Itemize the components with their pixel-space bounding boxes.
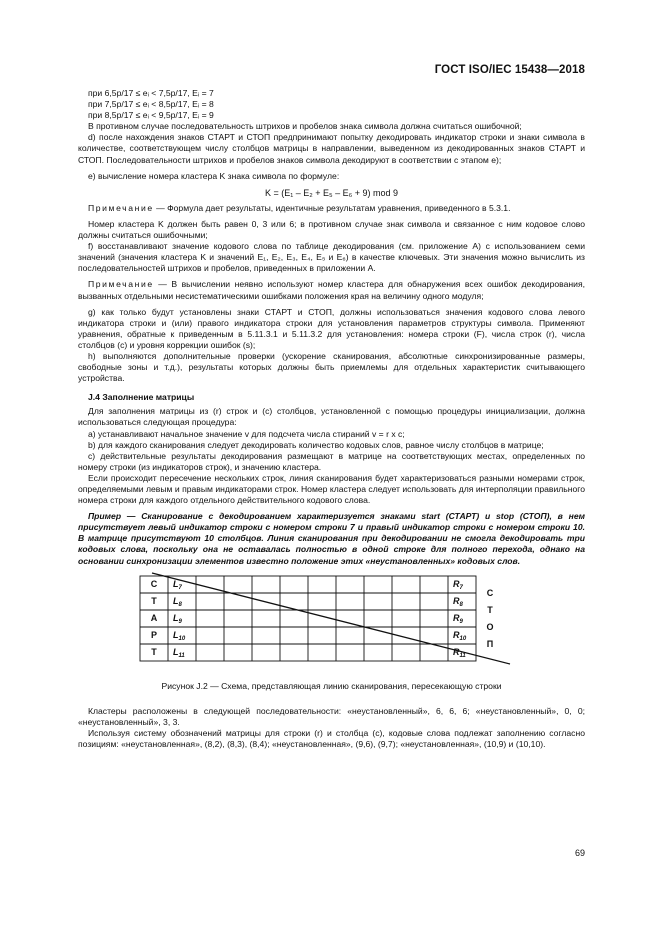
left-row-indicator: $L_8$: [173, 595, 182, 608]
right-row-indicator: $R_{10}$: [453, 629, 467, 642]
paragraph-step-a: a) устанавливают начальное значение v для подсчета числа стираний v = r x c;: [88, 428, 405, 439]
start-letter: С: [150, 578, 158, 589]
page-number: 69: [574, 848, 585, 858]
standard-designation: ГОСТ ISO/IEC 15438—2018: [434, 64, 585, 76]
note-2: [78, 279, 585, 301]
right-row-indicators: [453, 579, 467, 659]
cluster-formula: K = (E₁ – E₂ + E₅ – E₆ + 9) mod 9: [264, 187, 399, 198]
section-heading: J.4 Заполнение матрицы: [88, 392, 195, 403]
paragraph: Используя систему обозначений матрицы для строки (r) и столбца (c), кодовые слова подлежат заполнению согласно позициям: «неустановленная», (8,2), (8,3), (8,4); «неустановленная», (9,6), (9,7); «неустановленная», (10,9) и (10,10).: [78, 727, 585, 750]
paragraph-step-g: g) как только будут установлены знаки СТАРТ и СТОП, должны использоваться значения кодового слова левого индикатора строки и (или) правого индикатора строки для установления параметров структуры символа. Применяют уравнения, обратные к приведенным в 5.11.3.1 и 5.11.3.2 для установления: номера строки (F), числа строк (r), числа столбцов (c) и уровня коррекции ошибок (s);: [78, 306, 585, 350]
paragraph-step-f: f) восстанавливают значение кодового слова по таблице декодирования (см. приложение А) с использованием семи значений (значения кластера K и значений E₁, E₂, E₃, E₄, E₅ и E₆) в качестве ключевых. Эти значения можно вычислить из последовательностей штрихов и пробелов, приведенных в приложении А.: [78, 241, 585, 274]
note-label: Примечание: [88, 279, 154, 290]
condition-line-1: при 6,5p/17 ≤ eᵢ < 7,5p/17, Eᵢ = 7: [88, 88, 214, 98]
paragraph-step-e: е) вычисление номера кластера K знака символа по формуле:: [88, 170, 340, 181]
main-content: [78, 88, 585, 750]
right-row-indicator: $R_7$: [453, 578, 463, 591]
matrix-grid: [140, 576, 476, 661]
right-row-indicator: $R_9$: [453, 612, 463, 625]
note-1: [78, 203, 585, 214]
paragraph: В противном случае последовательность штрихов и пробелов знака символа должна считаться ошибочной;: [88, 121, 522, 132]
example-paragraph: Пример — Сканирование с декодированием характеризуется знаками start (СТАРТ) и stop (СТОП), в нем присутствует левый индикатор строки с номером строки 7 и правый индикатор строки с номером строки 10. В матрице присутствуют 10 столбцов. Линия сканирования при декодировании не смогла декодировать три кодовых слова, поскольку она не оставалась полностью в одной строке для полного перехода, однако на основании синхронизации элементов известно положение этих «неустановленных» кодовых слов.: [78, 511, 585, 566]
start-letter: Т: [151, 595, 157, 606]
left-row-indicator: $L_9$: [173, 612, 182, 625]
start-letter: А: [150, 612, 158, 623]
scan-matrix-diagram: [78, 571, 585, 671]
left-row-indicator: $L_7$: [173, 578, 182, 591]
paragraph: Номер кластера K должен быть равен 0, 3 или 6; в противном случае знак символа и связанное с ним кодовое слово должны считаться ошибочными;: [78, 218, 585, 241]
figure-caption: Рисунок J.2 — Схема, представляющая линию сканирования, пересекающую строки: [161, 680, 502, 691]
scan-matrix-figure: [78, 571, 585, 671]
right-row-indicator: $R_{11}$: [453, 646, 466, 659]
note-text: — В вычислении неявно используют номер кластера для обнаружения всех ошибок декодирования, вызванных отдельными несистематическими ошибками положения края на величину одного модуля;: [78, 279, 585, 301]
left-row-indicator: $L_{11}$: [173, 646, 185, 659]
note-label: Примечание: [88, 202, 154, 213]
stop-letter: С: [486, 587, 494, 598]
paragraph-step-d: d) после нахождения знаков СТАРТ и СТОП предпринимают попытку декодировать индикатор строки и знаки символа в количестве, соответствующем числу столбцов матрицы в направлении, выведенном из декодированных знаков СТАРТ и СТОП. Последовательности штрихов и пробелов знаков символа декодируют в соответствии с этапом е);: [78, 132, 585, 165]
paragraph: Кластеры расположены в следующей последовательности: «неустановленный», 6, 6, 6; «неустановленный», 0, 0; «неустановленный», 3, 3.: [78, 705, 585, 727]
start-letter: Р: [150, 629, 158, 640]
stop-letter: Т: [487, 604, 493, 615]
stop-pattern-labels: [486, 588, 493, 649]
left-row-indicator: $L_{10}$: [173, 629, 186, 642]
paragraph-step-b: b) для каждого сканирования следует декодировать количество кодовых слов, равное числу столбцов в матрице;: [88, 439, 544, 450]
condition-line-2: при 7,5p/17 ≤ eᵢ < 8,5p/17, Eᵢ = 8: [88, 99, 214, 110]
paragraph-step-c: c) действительные результаты декодирования размещают в матрице на соответствующих местах, определенных по номеру строки (из индикаторов строк), и значению кластера.: [78, 450, 585, 472]
condition-line-3: при 8,5p/17 ≤ eᵢ < 9,5p/17, Eᵢ = 9: [88, 110, 214, 121]
start-letter: Т: [151, 646, 157, 657]
stop-letter: О: [486, 621, 494, 632]
right-row-indicator: $R_8$: [453, 595, 463, 608]
left-row-indicators: [173, 579, 186, 659]
note-text: — Формула дает результаты, идентичные результатам уравнения, приведенного в 5.3.1.: [153, 202, 511, 213]
paragraph: Если происходит пересечение нескольких строк, линия сканирования будет характеризоваться разными номерами строк, определяемыми левым и правым индикаторами строк. Номер кластера следует использовать для интерполяции правильного номера строки для каждого отдельного действительного кодового слова.: [78, 472, 585, 506]
paragraph-step-h: h) выполняются дополнительные проверки (ускорение сканирования, абсолютные синхронизированные размеры, свободные зоны и т.д.), результаты которых должны быть приемлемы для отдельных характеристик считывающего устройства.: [78, 350, 585, 384]
paragraph: Для заполнения матрицы из (r) строк и (c) столбцов, установленной с помощью процедуры инициализации, должна использоваться следующая процедура:: [78, 406, 585, 428]
stop-letter: П: [486, 638, 494, 649]
start-pattern-labels: [151, 579, 158, 657]
